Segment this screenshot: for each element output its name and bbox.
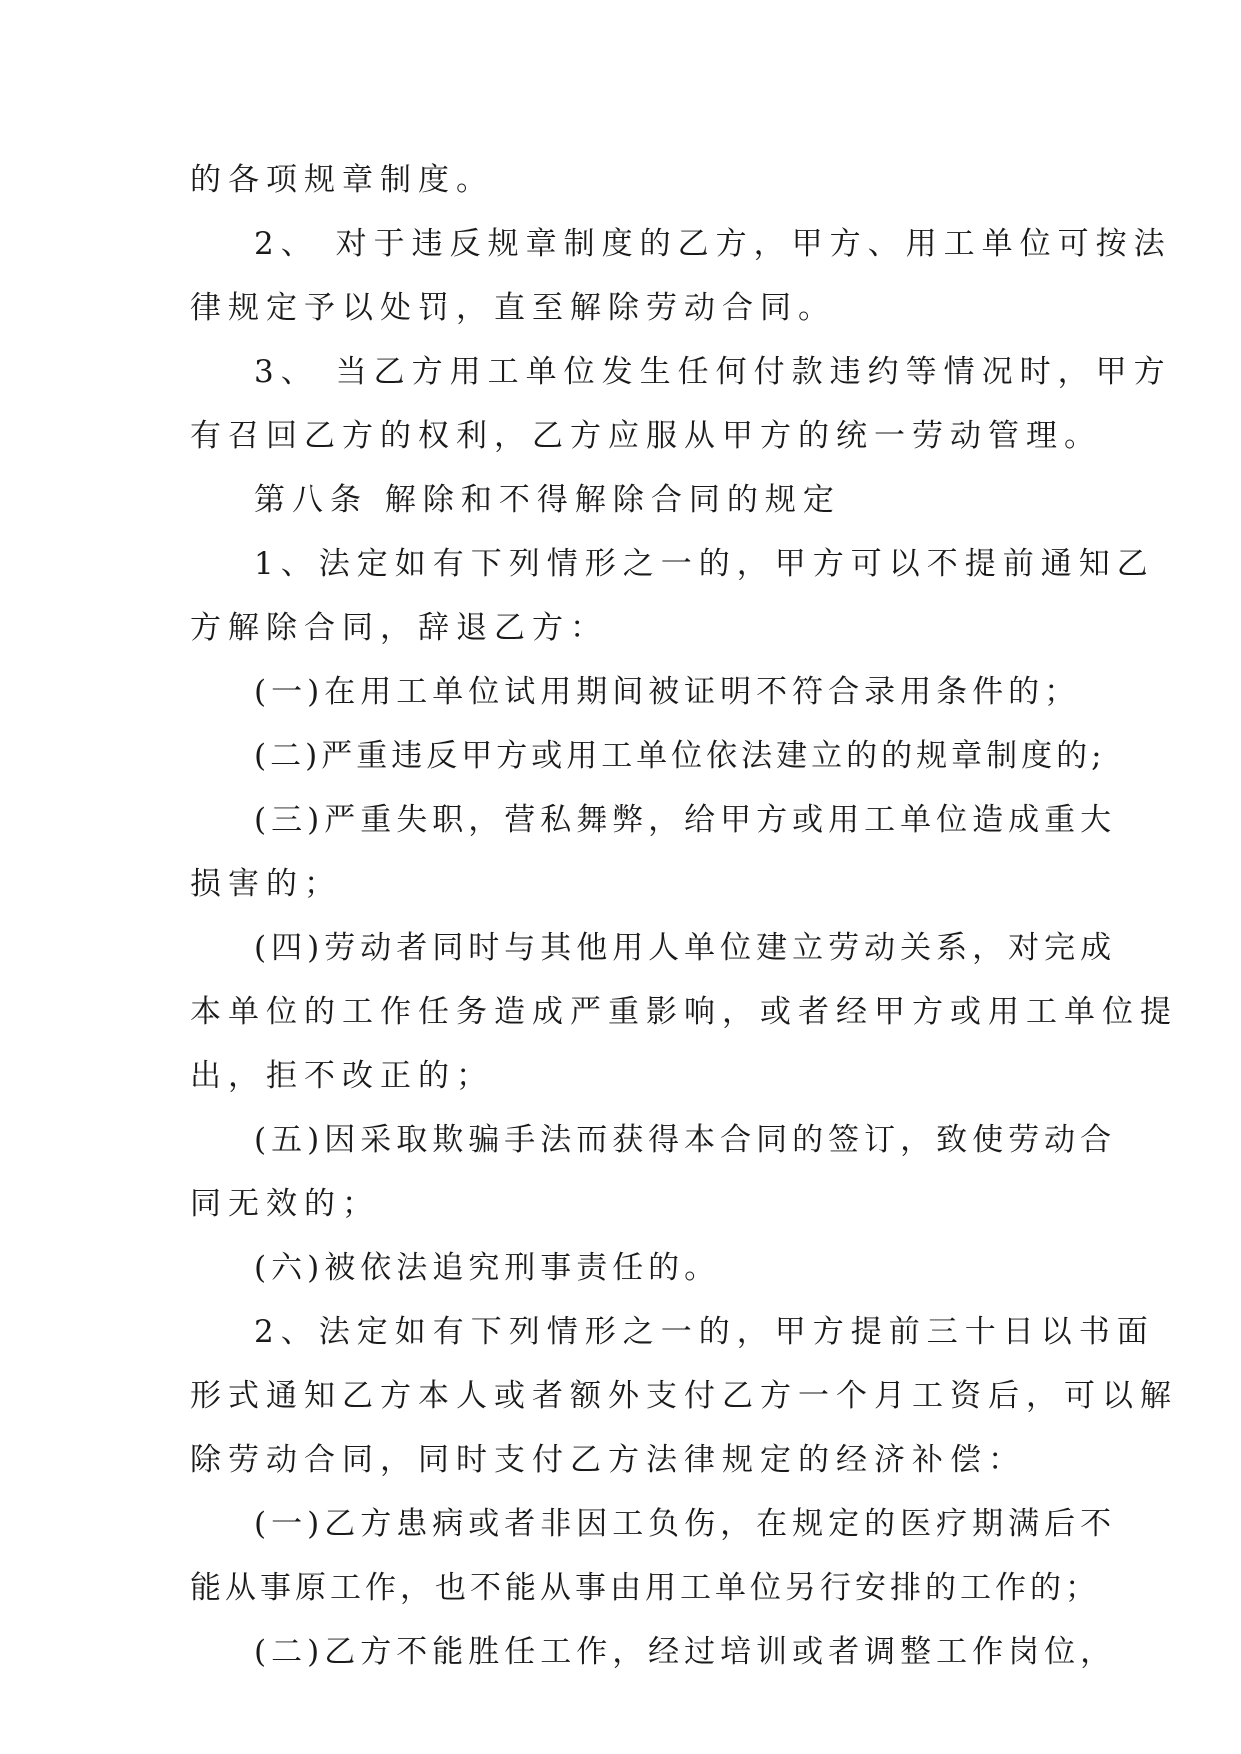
text-line: (二)乙方不能胜任工作，经过培训或者调整工作岗位， bbox=[254, 1634, 1117, 1670]
text-line: (二)严重违反甲方或用工单位依法建立的的规章制度的; bbox=[254, 738, 1106, 774]
text-line: 同无效的； bbox=[190, 1186, 380, 1222]
text-line: 1、法定如有下列情形之一的，甲方可以不提前通知乙 bbox=[254, 546, 1155, 582]
text-line: (一)乙方患病或者非因工负伤，在规定的医疗期满后不 bbox=[254, 1506, 1117, 1542]
text-line: (六)被依法追究刑事责任的。 bbox=[254, 1250, 721, 1286]
text-line: 方解除合同，辞退乙方： bbox=[190, 610, 608, 646]
text-line: (五)因采取欺骗手法而获得本合同的签订，致使劳动合 bbox=[254, 1122, 1117, 1158]
text-line: (一)在用工单位试用期间被证明不符合录用条件的； bbox=[254, 674, 1081, 710]
text-line: 能从事原工作，也不能从事由用工单位另行安排的工作的； bbox=[190, 1570, 1100, 1606]
text-line: 形式通知乙方本人或者额外支付乙方一个月工资后，可以解 bbox=[190, 1378, 1178, 1414]
text-line: 2、法定如有下列情形之一的，甲方提前三十日以书面 bbox=[254, 1314, 1155, 1350]
document-page bbox=[190, 148, 1178, 1684]
text-line: 有召回乙方的权利，乙方应服从甲方的统一劳动管理。 bbox=[190, 418, 1102, 454]
text-line: 的各项规章制度。 bbox=[190, 162, 494, 198]
text-line: 出，拒不改正的； bbox=[190, 1058, 494, 1094]
text-line: (三)严重失职，营私舞弊，给甲方或用工单位造成重大 bbox=[254, 802, 1117, 838]
text-line: (四)劳动者同时与其他用人单位建立劳动关系，对完成 bbox=[254, 930, 1117, 966]
text-line: 除劳动合同，同时支付乙方法律规定的经济补偿： bbox=[190, 1442, 1026, 1478]
text-line: 3、 当乙方用工单位发生任何付款违约等情况时，甲方 bbox=[254, 354, 1172, 390]
text-line: 律规定予以处罚，直至解除劳动合同。 bbox=[190, 290, 836, 326]
section-heading: 第八条 解除和不得解除合同的规定 bbox=[254, 482, 841, 518]
text-line: 本单位的工作任务造成严重影响，或者经甲方或用工单位提 bbox=[190, 994, 1178, 1030]
text-line: 损害的； bbox=[190, 866, 342, 902]
text-line: 2、 对于违反规章制度的乙方，甲方、用工单位可按法 bbox=[254, 226, 1172, 262]
